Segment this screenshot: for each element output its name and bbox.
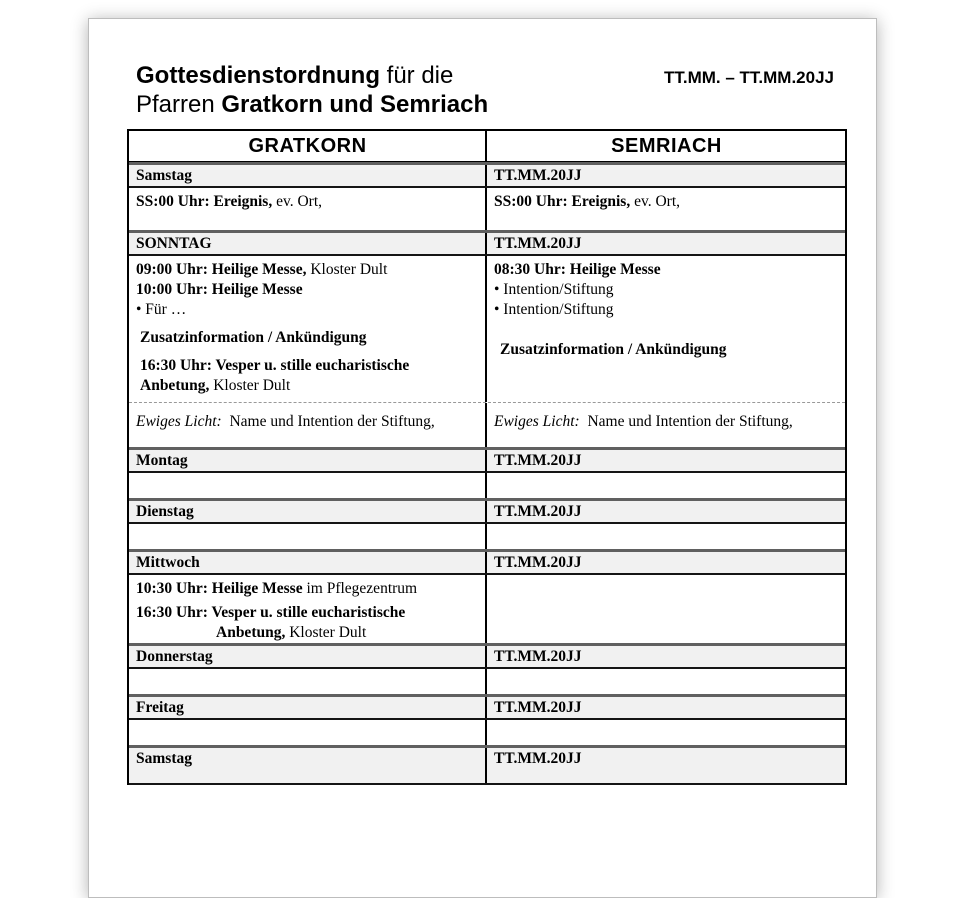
schedule-row: [129, 402, 845, 447]
gratkorn-cell: [129, 188, 487, 230]
text-segment: • Intention/Stiftung: [494, 301, 614, 318]
empty-row: [129, 524, 845, 549]
table-body: [129, 162, 845, 785]
semriach-cell: [487, 233, 845, 254]
schedule-line: [136, 451, 479, 471]
text-segment: Kloster Dult: [209, 377, 291, 394]
text-segment: ev. Ort,: [272, 193, 323, 210]
gratkorn-cell: [129, 524, 487, 549]
gratkorn-cell: [129, 748, 487, 783]
empty-row: [129, 669, 845, 694]
text-segment: Freitag: [136, 699, 184, 716]
schedule-line: [136, 280, 479, 300]
text-segment: Samstag: [136, 167, 192, 184]
gratkorn-cell: [129, 669, 487, 694]
schedule-line: [136, 623, 479, 643]
day-row: [129, 745, 845, 785]
schedule-line: [494, 166, 839, 186]
day-row: [129, 162, 845, 188]
day-row: [129, 447, 845, 473]
text-segment: Anbetung,: [140, 377, 210, 394]
semriach-cell: [487, 697, 845, 718]
semriach-cell: [487, 501, 845, 522]
schedule-line: [494, 451, 839, 471]
text-segment: TT.MM.20JJ: [494, 167, 582, 184]
gratkorn-cell: [129, 233, 487, 254]
text-segment: Montag: [136, 452, 188, 469]
text-segment: 16:30 Uhr: Vesper u. stille eucharistische: [140, 357, 410, 374]
text-segment: TT.MM.20JJ: [494, 750, 582, 767]
gratkorn-cell: [129, 501, 487, 522]
gratkorn-cell: [129, 473, 487, 498]
text-segment: Pfarren: [136, 91, 222, 118]
schedule-line: [136, 260, 479, 280]
schedule-line: [136, 328, 479, 348]
text-segment: 10:30 Uhr: Heilige Messe: [136, 580, 303, 597]
gratkorn-cell: [129, 403, 487, 447]
empty-row: [129, 473, 845, 498]
text-segment: Samstag: [136, 750, 192, 767]
column-header-semriach: SEMRIACH: [611, 135, 722, 157]
semriach-cell: [487, 646, 845, 667]
text-segment: • Intention/Stiftung: [494, 281, 614, 298]
text-segment: Gratkorn und Semriach: [221, 91, 489, 118]
schedule-line: [136, 502, 479, 522]
gratkorn-cell: [129, 575, 487, 643]
day-row: [129, 230, 845, 256]
text-segment: Ewiges Licht:: [494, 413, 580, 430]
text-segment: Dienstag: [136, 503, 194, 520]
gratkorn-cell: [129, 256, 487, 402]
schedule-line: [136, 192, 479, 212]
semriach-cell: [487, 575, 845, 643]
text-segment: TT.MM.20JJ: [494, 452, 582, 469]
gratkorn-cell: [129, 552, 487, 573]
semriach-cell: [487, 748, 845, 783]
semriach-cell: [487, 450, 845, 471]
text-segment: SONNTAG: [136, 235, 212, 252]
day-row: [129, 643, 845, 669]
schedule-line: [494, 698, 839, 718]
schedule-line: [494, 234, 839, 254]
schedule-line: [136, 412, 479, 432]
semriach-cell: [487, 524, 845, 549]
schedule-line: [136, 376, 479, 396]
text-segment: • Für …: [136, 301, 187, 318]
gratkorn-cell: [129, 720, 487, 745]
column-header-gratkorn: GRATKORN: [129, 131, 487, 161]
schedule-line: [494, 192, 839, 212]
text-segment: Name und Intention der Stiftung,: [221, 413, 435, 430]
text-segment: 16:30 Uhr: Vesper u. stille eucharistische: [136, 604, 406, 621]
text-segment: Anbetung,: [216, 624, 286, 641]
schedule-line: [494, 260, 839, 280]
text-segment: ev. Ort,: [630, 193, 681, 210]
day-row: [129, 694, 845, 720]
document-page: [88, 18, 877, 898]
schedule-line: [494, 280, 839, 300]
schedule-line: [136, 698, 479, 718]
text-segment: Zusatzinformation / Ankündigung: [140, 329, 367, 346]
text-segment: TT.MM.20JJ: [494, 503, 582, 520]
semriach-cell: [487, 720, 845, 745]
text-segment: Gottesdienstordnung: [136, 62, 380, 89]
text-segment: TT.MM.20JJ: [494, 554, 582, 571]
text-segment: Kloster Dult: [306, 261, 388, 278]
date-range: TT.MM. – TT.MM.20JJ: [663, 68, 834, 87]
schedule-line: [494, 300, 839, 320]
gratkorn-cell: [129, 165, 487, 186]
semriach-cell: [487, 403, 845, 447]
text-segment: Ewiges Licht:: [136, 413, 222, 430]
day-row: [129, 549, 845, 575]
schedule-line: [494, 412, 839, 432]
text-segment: im Pflegezentrum: [302, 580, 418, 597]
schedule-line: [136, 166, 479, 186]
schedule-row: [129, 188, 845, 230]
empty-row: [129, 720, 845, 745]
semriach-cell: [487, 165, 845, 186]
semriach-cell: [487, 188, 845, 230]
gratkorn-cell: [129, 450, 487, 471]
text-segment: Zusatzinformation / Ankündigung: [500, 341, 727, 358]
schedule-line: [136, 647, 479, 667]
semriach-cell: [487, 473, 845, 498]
schedule-line: [494, 749, 839, 769]
gratkorn-cell: [129, 697, 487, 718]
text-segment: SS:00 Uhr: Ereignis,: [494, 193, 631, 210]
text-segment: 09:00 Uhr: Heilige Messe,: [136, 261, 307, 278]
schedule-line: [136, 553, 479, 573]
text-segment: Mittwoch: [136, 554, 200, 571]
text-segment: Kloster Dult: [285, 624, 367, 641]
schedule-row: [129, 575, 845, 643]
table-header-row: [129, 131, 845, 162]
text-segment: 08:30 Uhr: Heilige Messe: [494, 261, 661, 278]
schedule-line: [136, 579, 479, 599]
schedule-line: [494, 502, 839, 522]
schedule-line: [494, 340, 839, 360]
schedule-line: [136, 356, 479, 376]
schedule-line: [136, 300, 479, 320]
text-segment: TT.MM.20JJ: [494, 235, 582, 252]
text-segment: Donnerstag: [136, 648, 213, 665]
text-segment: Name und Intention der Stiftung,: [579, 413, 793, 430]
semriach-cell: [487, 669, 845, 694]
schedule-line: [494, 647, 839, 667]
day-row: [129, 498, 845, 524]
schedule-line: [136, 749, 479, 769]
text-segment: 10:00 Uhr: Heilige Messe: [136, 281, 303, 298]
schedule-line: [494, 553, 839, 573]
text-segment: SS:00 Uhr: Ereignis,: [136, 193, 273, 210]
semriach-cell: [487, 256, 845, 402]
doc-title-line2: [136, 90, 836, 119]
schedule-row: [129, 256, 845, 402]
text-segment: TT.MM.20JJ: [494, 648, 582, 665]
text-segment: TT.MM.20JJ: [494, 699, 582, 716]
schedule-line: [136, 603, 479, 623]
doc-header: [136, 61, 836, 121]
gratkorn-cell: [129, 646, 487, 667]
text-segment: für die: [379, 62, 454, 89]
schedule-table: [127, 129, 847, 785]
schedule-line: [136, 234, 479, 254]
semriach-cell: [487, 552, 845, 573]
